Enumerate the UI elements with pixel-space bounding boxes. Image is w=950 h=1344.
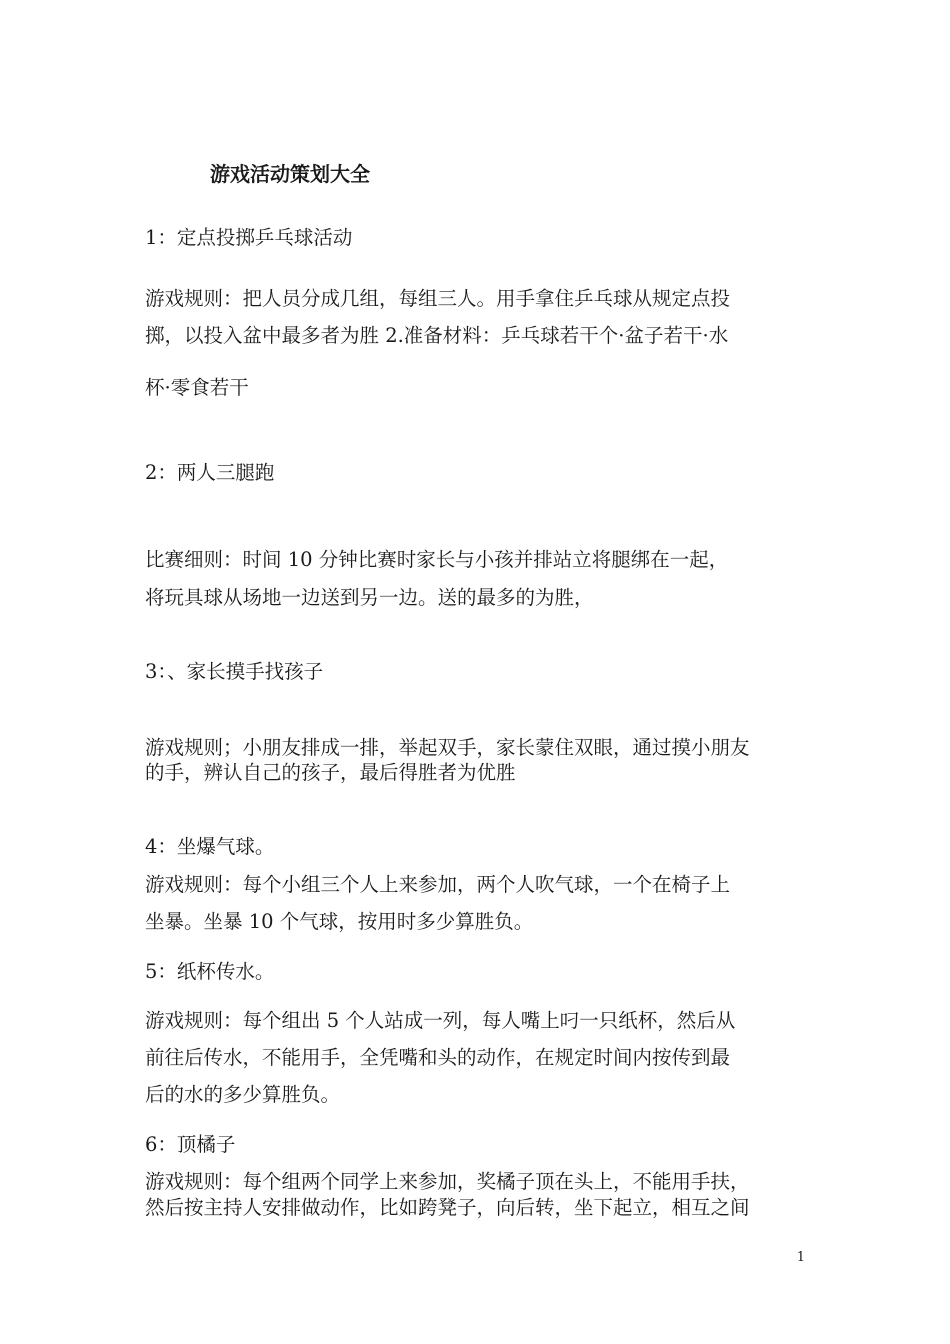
paragraph-line: 将玩具球从场地一边送到另一边。送的最多的为胜，	[145, 586, 594, 609]
section-heading-1: 1：定点投掷乒乓球活动	[145, 226, 353, 249]
paragraph-line: 掷，以投入盆中最多者为胜 2.准备材料：乒乓球若干个·盆子若干·水	[145, 324, 729, 347]
page-number: 1	[796, 1250, 805, 1265]
paragraph-line: 然后按主持人安排做动作，比如跨凳子，向后转，坐下起立，相互之间	[145, 1196, 750, 1219]
paragraph-line: 游戏规则：每个小组三个人上来参加，两个人吹气球，一个在椅子上	[145, 873, 731, 896]
paragraph-line: 前往后传水，不能用手，全凭嘴和头的动作，在规定时间内按传到最	[145, 1046, 731, 1069]
paragraph-line: 后的水的多少算胜负。	[145, 1083, 341, 1106]
section-heading-2: 2：两人三腿跑	[145, 461, 275, 484]
section-heading-3: 3：、家长摸手找孩子	[145, 660, 324, 683]
paragraph-line: 游戏规则：每个组两个同学上来参加，奖橘子顶在头上，不能用手扶，	[145, 1170, 750, 1193]
paragraph-line: 游戏规则：把人员分成几组，每组三人。用手拿住乒乓球从规定点投	[145, 287, 731, 310]
paragraph-line: 杯·零食若干	[145, 376, 249, 399]
paragraph-line: 比赛细则：时间 10 分钟比赛时家长与小孩并排站立将腿绑在一起，	[145, 548, 729, 571]
paragraph-line: 坐暴。坐暴 10 个气球，按用时多少算胜负。	[145, 910, 534, 933]
paragraph-line: 的手，辨认自己的孩子，最后得胜者为优胜	[145, 761, 516, 784]
section-heading-4: 4：坐爆气球。	[145, 835, 275, 858]
paragraph-line: 游戏规则；小朋友排成一排，举起双手，家长蒙住双眼，通过摸小朋友	[145, 736, 750, 759]
paragraph-line: 游戏规则：每个组出 5 个人站成一列，每人嘴上叼一只纸杯，然后从	[145, 1009, 736, 1032]
document-title: 游戏活动策划大全	[210, 162, 370, 186]
section-heading-6: 6：顶橘子	[145, 1133, 236, 1156]
section-heading-5: 5：纸杯传水。	[145, 960, 275, 983]
